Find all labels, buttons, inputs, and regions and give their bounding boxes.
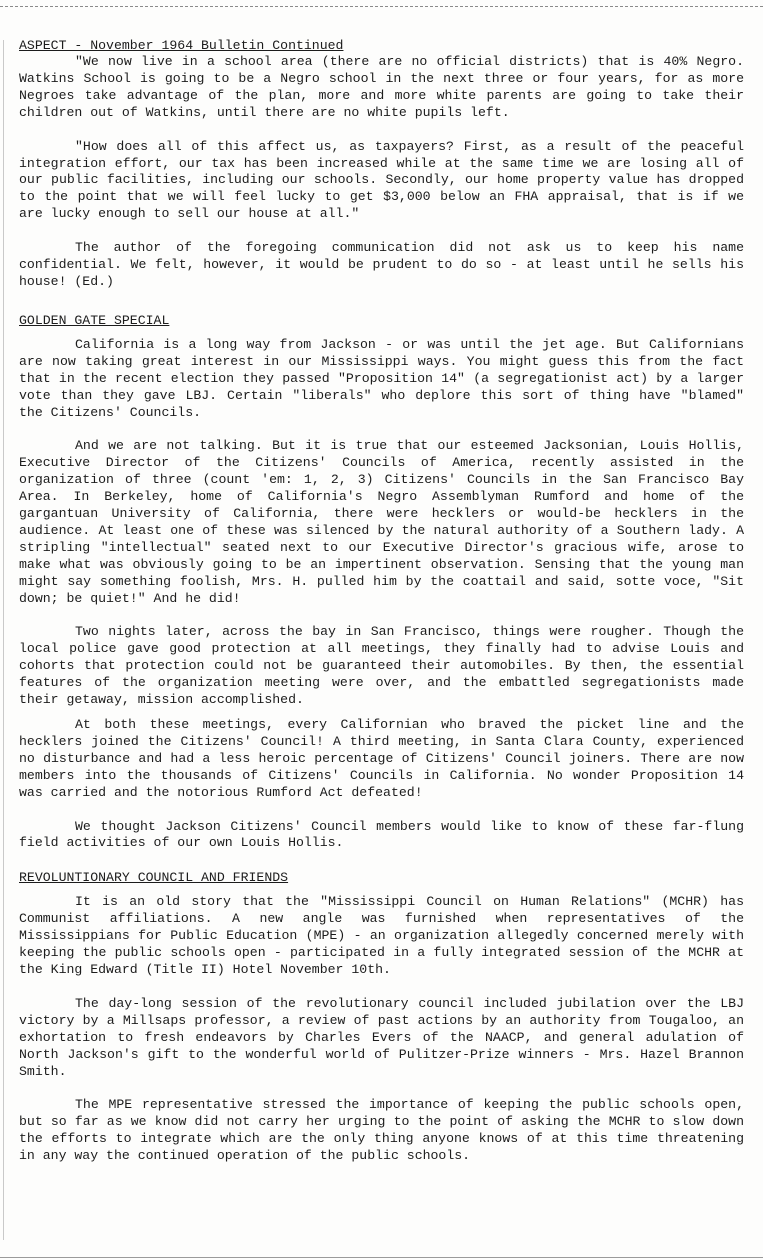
paragraph: Two nights later, across the bay in San Francisco, things were rougher. Though the local police gave good protection at all meetings, they finally had to advise Louis and cohorts that protection could not be guaranteed their automobiles. By then, the essential features of the organization meeting were over, and the embattled segregationists made their getaway, mission accomplished. [19, 624, 744, 708]
paragraph: It is an old story that the "Mississippi Council on Human Relations" (MCHR) has Communist affiliations. A new angle was furnished when representatives of the Mississippians for Public Education (MPE) - an organization allegedly concerned merely with keeping the public schools open - participated in a fully integrated session of the MCHR at the King Edward (Title II) Hotel November 10th. [19, 894, 744, 977]
page-bottom-edge [0, 1257, 763, 1258]
paragraph: "We now live in a school area (there are no official districts) that is 40% Negro. Watkins School is going to be a Negro school in the next three or four years, for as more Negroes take advantage of the plan, more and more white parents are going to take their children out of Watkins, until there are no white pupils left. [19, 54, 744, 120]
page-top-edge [0, 0, 763, 7]
section-heading-aspect: ASPECT - November 1964 Bulletin Continued [19, 38, 344, 53]
paragraph: At both these meetings, every Californian who braved the picket line and the hecklers joined the Citizens' Council! A third meeting, in Santa Clara County, experienced no disturbance and had a less heroic percentage of Citizens' Council joiners. There are now members into the thousands of Citizens' Councils in California. No wonder Proposition 14 was carried and the notorious Rumford Act defeated! [19, 717, 744, 800]
page-left-edge [3, 40, 4, 1240]
paragraph: "How does all of this affect us, as taxpayers? First, as a result of the peaceful integration effort, our tax has been increased while at the same time we are losing all of our public facilities, including our schools. Secondly, our home property value has dropped to the point that we will feel lucky to get $3,000 below an FHA appraisal, that is if we are lucky enough to sell our house at all." [19, 138, 744, 222]
section-heading-golden-gate: GOLDEN GATE SPECIAL [19, 312, 170, 328]
paragraph: The day-long session of the revolutionary council included jubilation over the LBJ victory by a Millsaps professor, a review of past actions by an authority from Tougaloo, an exhortation to fresh endeavors by Charles Evers of the NAACP, and general adulation of North Jackson's gift to the wonderful world of Pulitzer-Prize winners - Mrs. Hazel Brannon Smith. [19, 995, 744, 1079]
paragraph: The MPE representative stressed the importance of keeping the public schools open, but so far as we know did not carry her urging to the point of asking the MCHR to slow down the efforts to integrate which are the only thing anyone knows of at this time threatening in any way the continued operation of the public schools. [19, 1097, 744, 1164]
section-heading-revoluntionary-council: REVOLUNTIONARY COUNCIL AND FRIENDS [19, 870, 289, 886]
paragraph: California is a long way from Jackson - or was until the jet age. But Californians are now taking great interest in our Mississippi ways. You might guess this from the fact that in the recent election they passed "Proposition 14" (a segregationist act) by a larger vote than they gave LBJ. Certain "liberals" who deplore this sort of thing have "blamed" the Citizens' Councils. [19, 336, 744, 420]
paragraph: We thought Jackson Citizens' Council members would like to know of these far-flung field activities of our own Louis Hollis. [19, 818, 744, 851]
paragraph: And we are not talking. But it is true that our esteemed Jacksonian, Louis Hollis, Executive Director of the Citizens' Councils of America, recently assisted in the organization of three (count 'em: 1, 2, 3) Citizens' Councils in the San Francisco Bay Area. In Berkeley, home of California's Negro Assemblyman Rumford and home of the gargantuan University of California, there were hecklers or would-be hecklers in the audience. At least one of these was silenced by the natural authority of a Southern lady. A stripling "intellectual" seated next to our Executive Director's gracious wife, arose to make what was obviously going to be an impertinent observation. Sensing that the young man might say something foolish, Mrs. H. pulled him by the coattail and said, sotte voce, "Sit down; be quiet!" And he did! [19, 438, 744, 606]
document-body [19, 37, 744, 1165]
paragraph: The author of the foregoing communication did not ask us to keep his name confidential. We felt, however, it would be prudent to do so - at least until he sells his house! (Ed.) [19, 240, 744, 289]
